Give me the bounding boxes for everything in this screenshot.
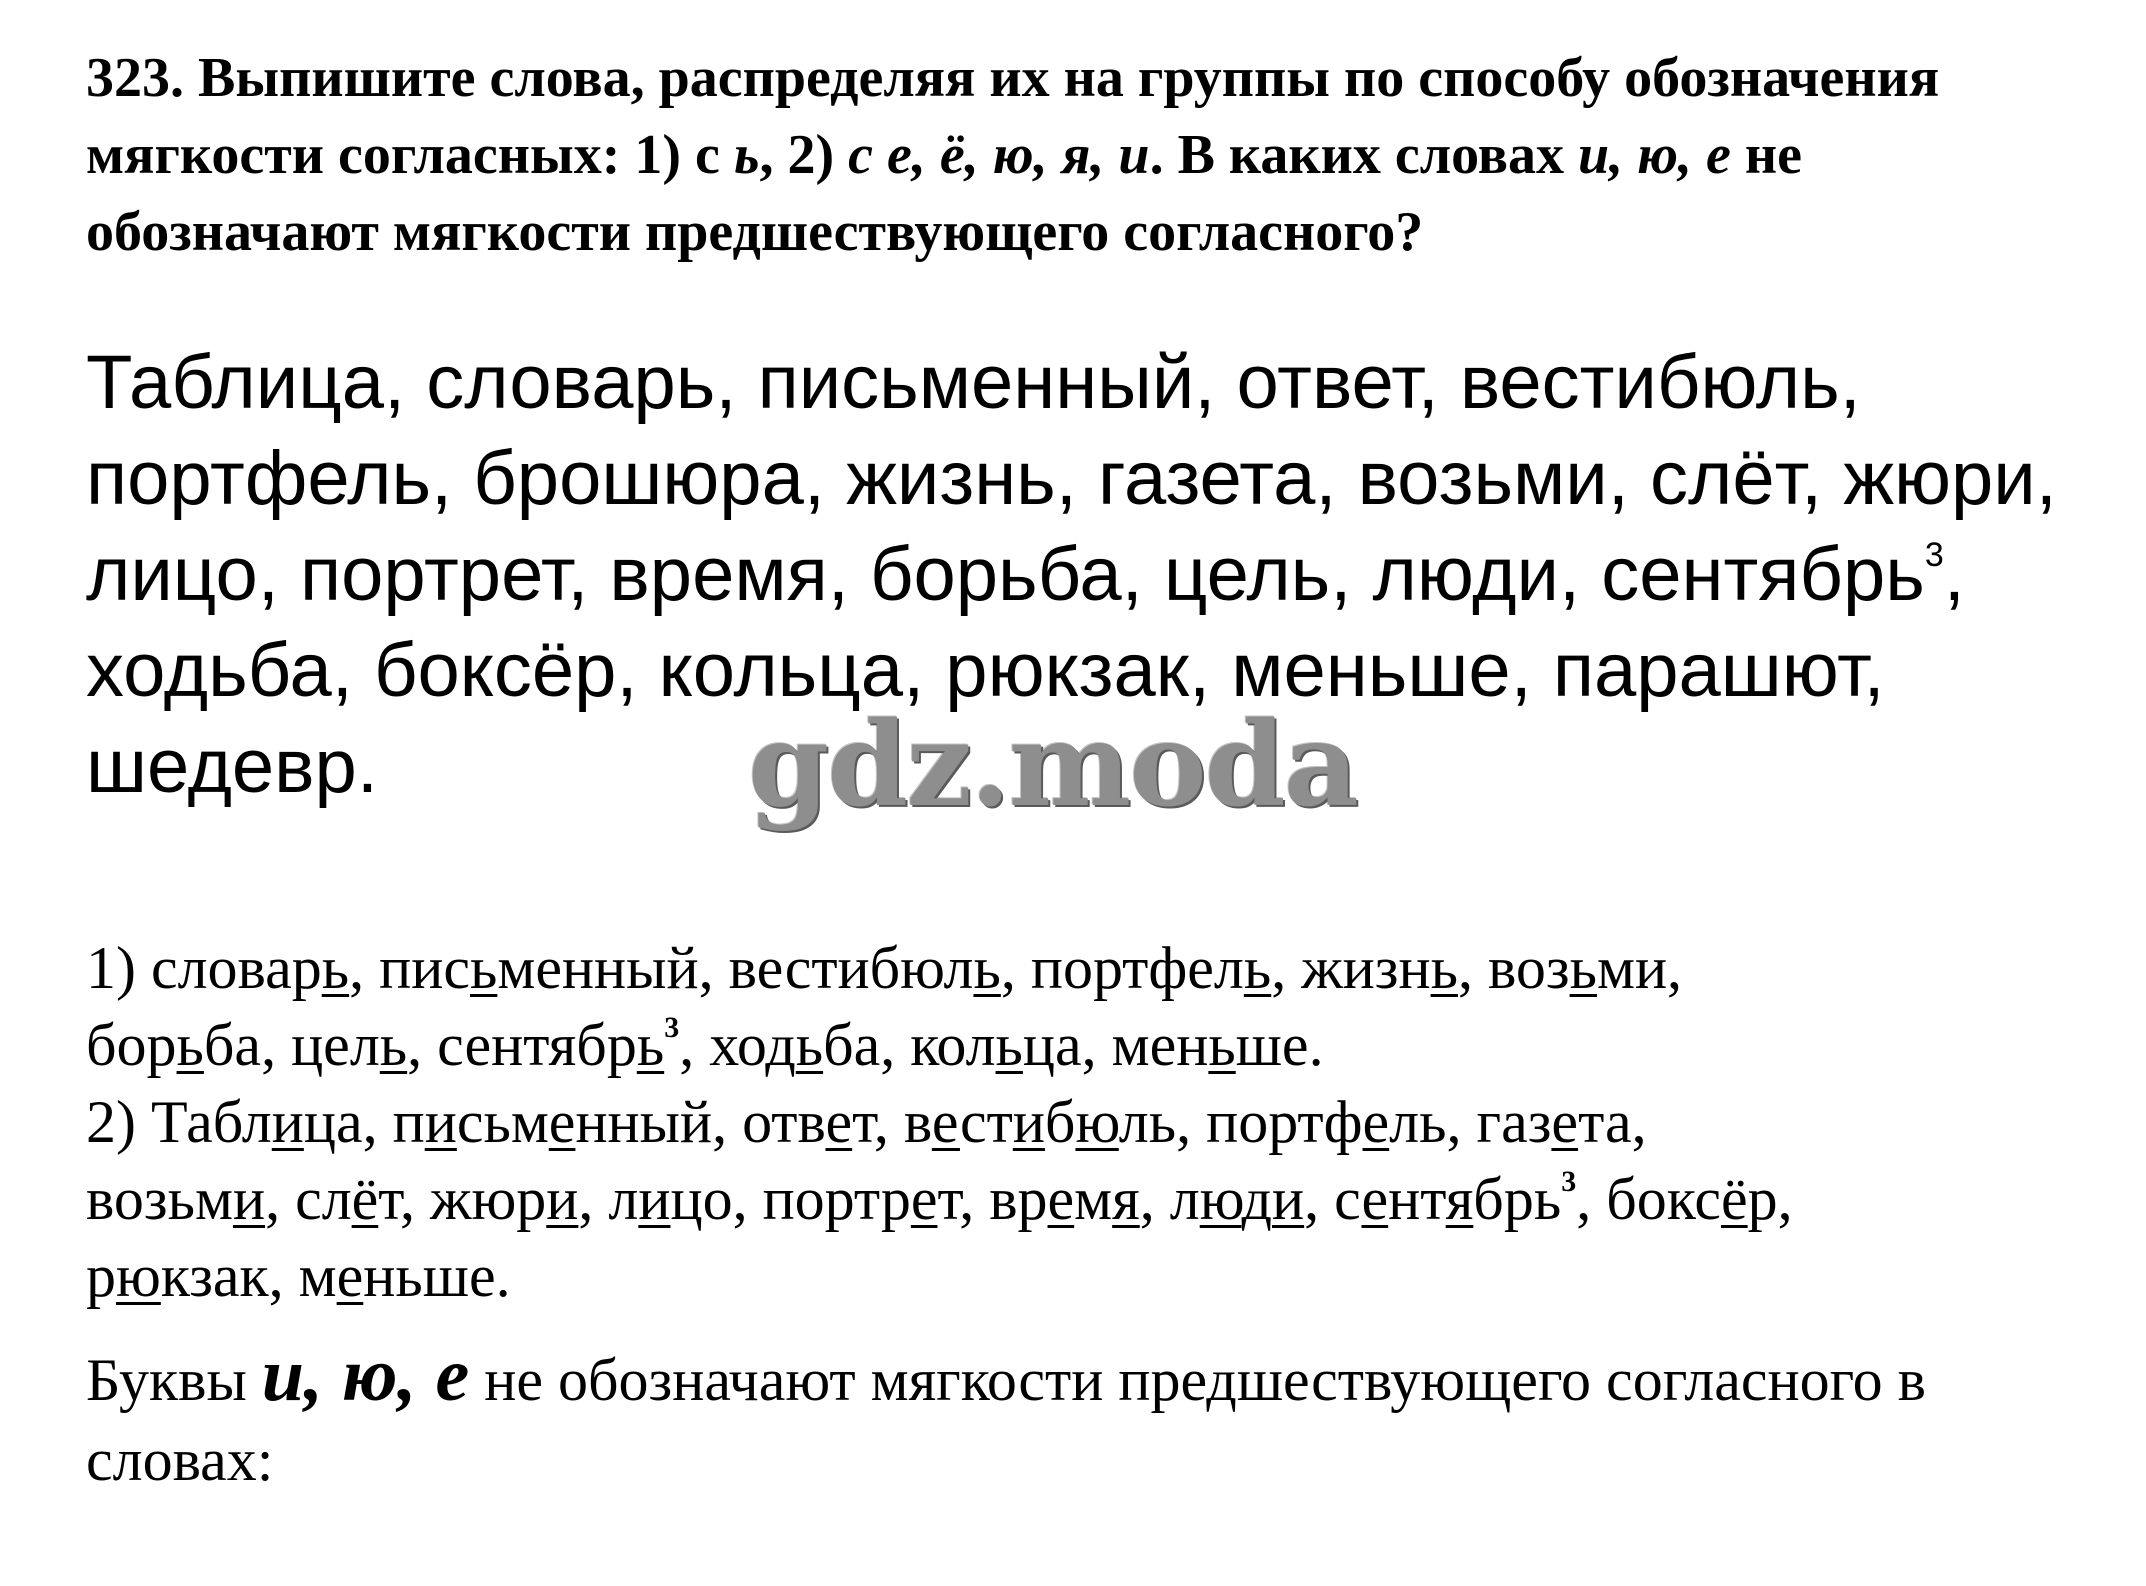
answer-block [86, 930, 2126, 1315]
highlighted-letters: и, ю, е [261, 1333, 470, 1417]
task-number: 323. [86, 47, 184, 109]
answer-line: 1) словарь, письменный, вестибюль, портфель, жизнь, возьми, [86, 935, 1683, 1001]
vowel-letters: с е, ё, ю, я, и [848, 124, 1150, 186]
word-list: Таблица, словарь, письменный, ответ, вестибюль, портфель, брошюра, жизнь, газета, возьми, слёт, жюри, лицо, портрет, время, борьба, цель, люди, сентябрь$^3$, ходьба, боксёр, кольца, рюкзак, меньше, парашют, шедевр. [86, 340, 2057, 809]
footnote-mark: 3 [1561, 1165, 1577, 1198]
watermark-logo: gdz.moda [748, 697, 1357, 833]
soft-sign-letter: ь [733, 124, 760, 186]
answer-line: рюкзак, меньше. [86, 1243, 511, 1309]
question-letters: и, ю, е [1578, 124, 1731, 186]
conclusion-text: Буквы и, ю, е не обозначают мягкости предшествующего согласного в словах: [86, 1333, 1927, 1493]
answer-line: борьба, цель, сентябрь$^3$, ходьба, кольца, меньше. [86, 1011, 1324, 1078]
answer-line: 2) Таблица, письменный, ответ, вестибюль, портфель, газета, [86, 1089, 1647, 1155]
footnote-mark: 3 [664, 1011, 680, 1044]
task-statement: 323. Выпишите слова, распределяя их на группы по способу обозначения мягкости согласных: 1) с ь, 2) с е, ё, ю, я, и. В каких словах и, ю, е не обозначают мягкости предшествующего согласного? [86, 47, 1940, 263]
footnote-mark: 3 [1924, 536, 1944, 574]
answer-line: возьми, слёт, жюри, лицо, портрет, время, люди, сентябрь$^3$, боксёр, [86, 1165, 1793, 1232]
